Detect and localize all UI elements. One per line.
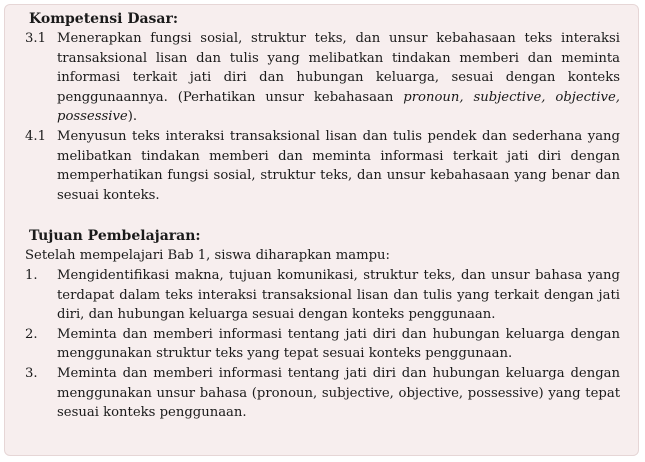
tujuan-heading: Tujuan Pembelajaran: [29,228,201,245]
kompetensi-item-text-italic: pronoun, subjective, objective, possessive [57,89,620,125]
tujuan-item-2 [25,325,620,364]
tujuan-item-number: 3. [25,365,38,381]
tujuan-item-text: Meminta dan memberi informasi tentang jati diri dan hubungan keluarga dengan menggunakan unsur bahasa (pronoun, subjective, objective, possessive) yang tepat sesuai konteks penggunaan. [57,365,620,421]
kompetensi-list [25,29,620,205]
kompetensi-item-number: 4.1 [25,128,46,144]
kompetensi-item-text [57,31,620,124]
kompetensi-item-text-end: ). [127,109,138,125]
kompetensi-item-3-1 [25,29,620,127]
tujuan-item-1 [25,266,620,325]
tujuan-item-3 [25,364,620,423]
learning-objectives-panel [4,4,639,456]
kompetensi-heading: Kompetensi Dasar: [29,11,179,27]
kompetensi-item-text-main: Menerapkan fungsi sosial, struktur teks, dan unsur kebahasaan teks interaksi transaksional lisan dan tulis yang melibatkan tindakan memberi dan meminta informasi terkait jati diri dan hubungan keluarga, sesuai dengan konteks penggunaannya. (Perhatikan unsur kebahasaan [57,31,620,105]
tujuan-intro: Setelah mempelajari Bab 1, siswa diharapkan mampu: [25,248,390,264]
kompetensi-item-4-1 [25,127,620,205]
kompetensi-item-text: Menyusun teks interaksi transaksional lisan dan tulis pendek dan sederhana yang melibatkan tindakan memberi dan meminta informasi terkait jati diri dengan memperhatikan fungsi sosial, struktur teks, dan unsur kebahasaan yang benar dan sesuai konteks. [57,128,620,203]
tujuan-list [25,266,620,423]
section-spacer [25,205,620,226]
kompetensi-item-number: 3.1 [25,31,46,46]
tujuan-item-text: Mengidentifikasi makna, tujuan komunikasi, struktur teks, dan unsur bahasa yang terdapat dalam teks interaksi transaksional lisan dan tulis yang terkait dengan jati diri, dan hubungan keluarga sesuai dengan konteks penggunaan. [57,267,620,323]
tujuan-item-number: 1. [25,267,38,283]
tujuan-item-text: Meminta dan memberi informasi tentang jati diri dan hubungan keluarga dengan menggunakan struktur teks yang tepat sesuai konteks penggunaan. [57,326,620,362]
tujuan-item-number: 2. [25,326,38,342]
